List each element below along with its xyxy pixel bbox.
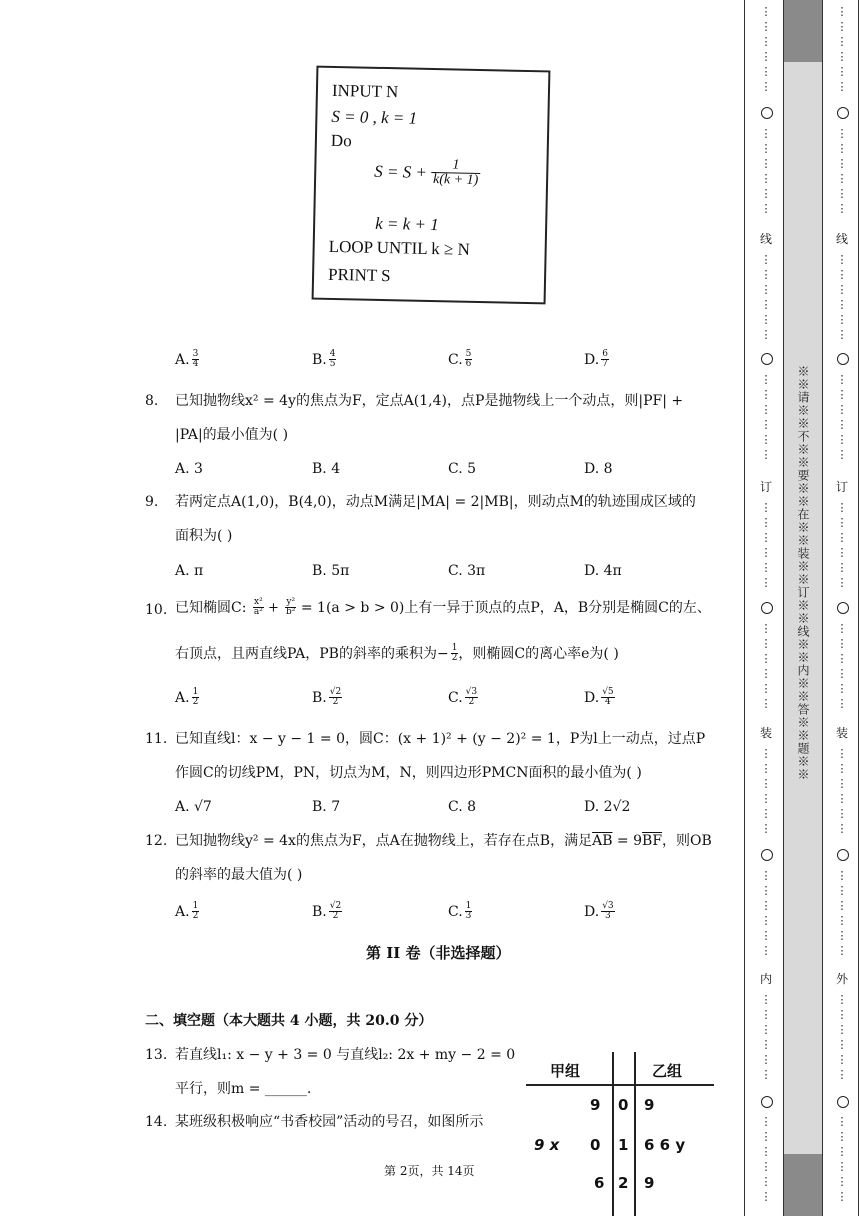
fill-section-title: 二、填空题（本大题共 4 小题，共 20.0 分） bbox=[145, 1013, 433, 1029]
program-line-print: PRINT S bbox=[327, 264, 391, 286]
binding-border-left bbox=[744, 0, 745, 1216]
q11-option-c: C. 8 bbox=[448, 799, 477, 815]
binding-outer-dots: ⋮ ⋮ ⋮ ⋮ ⋮ ⋮ bbox=[836, 501, 848, 589]
binding-inner-circle bbox=[761, 849, 773, 861]
stem-leaf-r1-left: 9 bbox=[590, 1096, 601, 1114]
binding-inner-ding-mark: 订 bbox=[760, 480, 773, 494]
q12-vector-ab: $\overline{AB}$ bbox=[592, 833, 613, 849]
binding-outer-ding-mark: 订 bbox=[836, 480, 849, 494]
q9-option-d: D. 4π bbox=[584, 563, 622, 579]
q7-option-d: D. $\frac{6}{7}$ bbox=[584, 349, 608, 370]
binding-outer-dots: ⋮ ⋮ ⋮ ⋮ ⋮ ⋮ bbox=[836, 869, 848, 957]
binding-outer-dots: ⋮ ⋮ ⋮ ⋮ ⋮ ⋮ bbox=[836, 127, 848, 215]
binding-border-mid-left bbox=[783, 0, 784, 1216]
program-line-input: INPUT N bbox=[331, 80, 399, 102]
stem-leaf-r2-right: 6 6 y bbox=[644, 1136, 686, 1154]
q10-option-c: C. $\frac{√3}{2}$ bbox=[448, 687, 478, 708]
q8-text-line2: |PA|的最小值为( ) bbox=[175, 427, 289, 443]
q10-ellipse-x-term: $\frac{\text{x²}}{\text{a²}}$ bbox=[253, 597, 263, 618]
binding-inner-dots: ⋮ ⋮ ⋮ ⋮ ⋮ ⋮ bbox=[760, 373, 772, 461]
program-line-do: Do bbox=[330, 130, 352, 151]
q8-option-d: D. 8 bbox=[584, 461, 613, 477]
stem-leaf-r3-right: 9 bbox=[644, 1174, 655, 1192]
q12-option-d: D. $\frac{√3}{3}$ bbox=[584, 901, 614, 922]
q8-text-line1: 已知抛物线x² = 4y的焦点为F，定点A(1,4)，点P是抛物线上一个动点，则|PF| + bbox=[175, 393, 684, 409]
binding-outer-circle bbox=[837, 107, 849, 119]
q9-option-c: C. 3π bbox=[448, 563, 486, 579]
q13-text-line1: 若直线l₁: x − y + 3 = 0 与直线l₂: 2x + my − 2 = 0 bbox=[175, 1047, 516, 1063]
binding-outer-dots: ⋮ ⋮ ⋮ ⋮ ⋮ ⋮ bbox=[836, 622, 848, 710]
binding-gray-cap-top bbox=[783, 0, 822, 62]
binding-inner-dots: ⋮ ⋮ ⋮ ⋮ ⋮ ⋮ bbox=[760, 253, 772, 341]
q10-ellipse-y-term: $\frac{\text{y²}}{\text{b²}}$ bbox=[286, 597, 296, 618]
q11-option-b: B. 7 bbox=[312, 799, 341, 815]
binding-gray-cap-bottom bbox=[783, 1154, 822, 1216]
page-footer: 第 2页，共 14页 bbox=[384, 1164, 475, 1178]
program-sum-text: S = S + bbox=[374, 161, 428, 182]
q13-text-line2: 平行，则m = ______. bbox=[175, 1081, 312, 1097]
q8-option-a: A. 3 bbox=[175, 461, 203, 477]
stem-leaf-figure bbox=[526, 1050, 716, 1216]
q8-option-b: B. 4 bbox=[312, 461, 341, 477]
binding-inner-circle bbox=[761, 1096, 773, 1108]
stem-leaf-r3-stem: 2 bbox=[618, 1174, 629, 1192]
q10-suffix: = 1(a > b > 0)上有一异于顶点的点P，A，B分别是椭圆C的左、 bbox=[300, 599, 711, 616]
binding-inner-circle bbox=[761, 353, 773, 365]
binding-border-mid-right bbox=[822, 0, 823, 1216]
q9-option-a: A. π bbox=[175, 563, 204, 579]
q7-option-a: A. $\frac{3}{4}$ bbox=[175, 349, 199, 370]
q12-text-line1 bbox=[175, 834, 712, 848]
q12-option-c: C. $\frac{1}{3}$ bbox=[448, 901, 472, 922]
q12-line1-text: 已知抛物线y² = 4x的焦点为F，点A在抛物线上，若存在点B，满足 bbox=[175, 833, 593, 849]
binding-outer-circle bbox=[837, 849, 849, 861]
binding-outer-dots: ⋮ ⋮ ⋮ ⋮ ⋮ ⋮ bbox=[836, 1115, 848, 1203]
stem-leaf-head-rule bbox=[526, 1084, 714, 1086]
stem-leaf-right-head: 乙组 bbox=[652, 1062, 683, 1080]
q11-option-d: D. 2√2 bbox=[584, 799, 631, 815]
binding-outer-zhuang-mark: 装 bbox=[836, 726, 849, 740]
binding-inner-dots: ⋮ ⋮ ⋮ ⋮ ⋮ ⋮ bbox=[760, 622, 772, 710]
binding-inner-line-mark: 线 bbox=[760, 232, 773, 246]
stem-leaf-r1-right: 9 bbox=[644, 1096, 655, 1114]
q12-vector-bf: $\overline{BF}$ bbox=[642, 833, 663, 849]
q10-prefix: 已知椭圆C: bbox=[175, 599, 247, 616]
section2-title: 第 II 卷（非选择题） bbox=[366, 944, 511, 962]
stem-leaf-r2-left-extra: 0 bbox=[590, 1136, 601, 1154]
binding-inner-dots: ⋮ ⋮ ⋮ ⋮ ⋮ ⋮ bbox=[760, 869, 772, 957]
program-fraction-num: 1 bbox=[431, 158, 481, 174]
q10-line2-suffix: ，则椭圆C的离心率e为( ) bbox=[458, 645, 619, 662]
q10-option-d: D. $\frac{√5}{4}$ bbox=[584, 687, 614, 708]
binding-inner-circle bbox=[761, 602, 773, 614]
binding-inner-nei-mark: 内 bbox=[760, 972, 773, 986]
q10-text-line1: 已知椭圆C: $\frac{\text{x²}}{\text{a²}}$ + $\frac{\text{y²}}{\text{b²}}$ = 1(a > b > 0)上有一异于顶点的点P，A，B分别是椭圆C的左、 bbox=[175, 597, 711, 618]
stem-leaf-left-head: 甲组 bbox=[550, 1062, 581, 1080]
q10-text-line2 bbox=[175, 644, 619, 664]
binding-inner-dots: ⋮ ⋮ ⋮ ⋮ ⋮ ⋮ bbox=[760, 5, 772, 93]
program-line-increment: k = k + 1 bbox=[374, 213, 439, 235]
q7-option-b: B. $\frac{4}{5}$ bbox=[312, 349, 336, 370]
binding-inner-dots: ⋮ ⋮ ⋮ ⋮ ⋮ ⋮ bbox=[760, 1115, 772, 1203]
binding-inner-zhuang-mark: 装 bbox=[760, 726, 773, 740]
stem-leaf-divider-left bbox=[612, 1052, 614, 1216]
stem-leaf-r2-left: 9 x bbox=[534, 1136, 560, 1154]
binding-inner-dots: ⋮ ⋮ ⋮ ⋮ ⋮ ⋮ bbox=[760, 501, 772, 589]
q9-number: 9. bbox=[145, 494, 159, 510]
q7-option-c: C. $\frac{5}{6}$ bbox=[448, 349, 472, 370]
binding-inner-dots: ⋮ ⋮ ⋮ ⋮ ⋮ ⋮ bbox=[760, 747, 772, 835]
q11-text-line1: 已知直线l：x − y − 1 = 0，圆C：(x + 1)² + (y − 2)² = 1，P为l上一动点，过点P bbox=[175, 731, 706, 747]
binding-outer-circle bbox=[837, 1096, 849, 1108]
binding-notice: ※※请※※不※※要※※在※※装※※订※※线※※内※※答※※题※※ bbox=[796, 365, 810, 781]
binding-outer-dots: ⋮ ⋮ ⋮ ⋮ ⋮ ⋮ bbox=[836, 253, 848, 341]
binding-border-right bbox=[858, 0, 859, 1216]
q11-text-line2: 作圆C的切线PM，PN，切点为M，N，则四边形PMCN面积的最小值为( ) bbox=[175, 765, 642, 781]
binding-outer-dots: ⋮ ⋮ ⋮ ⋮ ⋮ ⋮ bbox=[836, 993, 848, 1081]
binding-outer-dots: ⋮ ⋮ ⋮ ⋮ ⋮ ⋮ bbox=[836, 5, 848, 93]
binding-outer-dots: ⋮ ⋮ ⋮ ⋮ ⋮ ⋮ bbox=[836, 747, 848, 835]
binding-inner-dots: ⋮ ⋮ ⋮ ⋮ ⋮ ⋮ bbox=[760, 993, 772, 1081]
q9-text-line1: 若两定点A(1,0)，B(4,0)，动点M满足|MA| = 2|MB|，则动点M的轨迹围成区域的 bbox=[175, 494, 696, 510]
binding-outer-circle bbox=[837, 353, 849, 365]
q10-option-a: A. $\frac{1}{2}$ bbox=[175, 687, 199, 708]
q13-number: 13. bbox=[145, 1047, 168, 1063]
binding-inner-circle bbox=[761, 107, 773, 119]
q8-number: 8. bbox=[145, 393, 159, 409]
program-line-init: S = 0 , k = 1 bbox=[331, 106, 418, 128]
q8-option-c: C. 5 bbox=[448, 461, 477, 477]
q11-option-a: A. √7 bbox=[175, 799, 212, 815]
q12-text-line2: 的斜率的最大值为( ) bbox=[175, 867, 303, 883]
q10-line2-prefix: 右顶点，且两直线PA，PB的斜率的乘积为− bbox=[175, 645, 449, 662]
q10-half-fraction: $\frac{1}{2}$ bbox=[451, 643, 458, 664]
binding-outer-line-mark: 线 bbox=[836, 232, 849, 246]
q11-number: 11. bbox=[145, 731, 168, 747]
stem-leaf-divider-right bbox=[634, 1052, 636, 1216]
q12-option-b: B. $\frac{√2}{2}$ bbox=[312, 901, 342, 922]
program-box bbox=[312, 66, 551, 305]
binding-outer-wai-mark: 外 bbox=[836, 972, 849, 986]
stem-leaf-r1-stem: 0 bbox=[618, 1096, 629, 1114]
q12-line1-post: ，则OB bbox=[662, 833, 712, 849]
program-fraction-den: k(k + 1) bbox=[432, 172, 479, 188]
binding-outer-circle bbox=[837, 602, 849, 614]
q10-number: 10. bbox=[145, 602, 168, 618]
q9-option-b: B. 5π bbox=[312, 563, 350, 579]
program-line-loop: LOOP UNTIL k ≥ N bbox=[328, 236, 471, 259]
program-fraction bbox=[431, 158, 481, 188]
q9-text-line2: 面积为( ) bbox=[175, 528, 233, 544]
stem-leaf-r3-left: 6 bbox=[594, 1174, 605, 1192]
q12-number: 12. bbox=[145, 833, 168, 849]
q12-option-a: A. $\frac{1}{2}$ bbox=[175, 901, 199, 922]
q14-text-line1: 某班级积极响应“书香校园”活动的号召，如图所示 bbox=[175, 1114, 484, 1130]
q10-option-b: B. $\frac{√2}{2}$ bbox=[312, 687, 342, 708]
q14-number: 14. bbox=[145, 1114, 168, 1130]
binding-inner-dots: ⋮ ⋮ ⋮ ⋮ ⋮ ⋮ bbox=[760, 127, 772, 215]
q12-line1-mid: = 9 bbox=[612, 833, 643, 849]
program-line-sum bbox=[374, 157, 481, 188]
stem-leaf-r2-stem: 1 bbox=[618, 1136, 629, 1154]
binding-outer-dots: ⋮ ⋮ ⋮ ⋮ ⋮ ⋮ bbox=[836, 373, 848, 461]
